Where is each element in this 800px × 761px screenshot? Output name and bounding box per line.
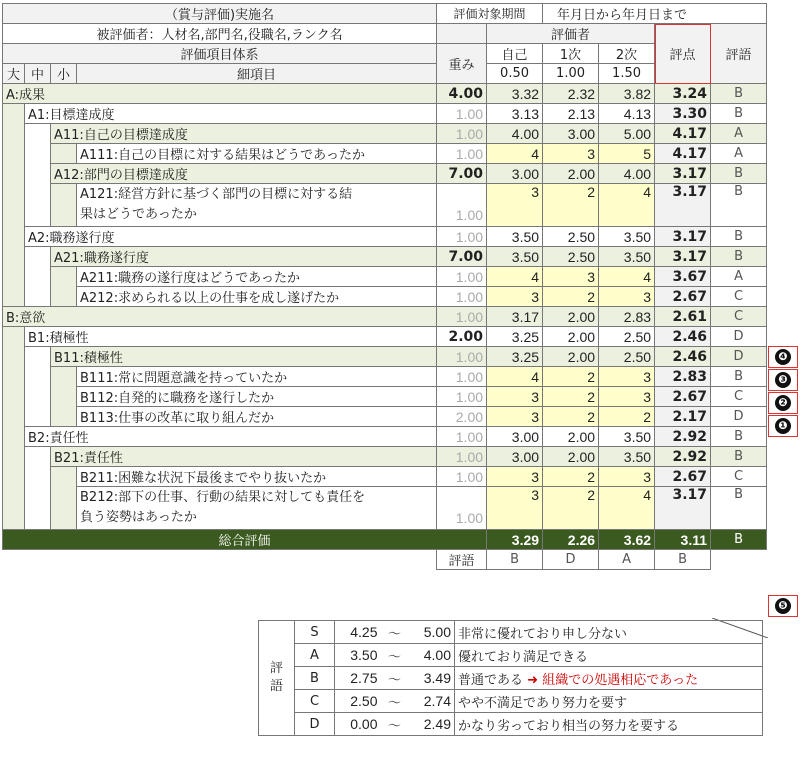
legend-desc: やや不満足であり努力を要す	[455, 690, 763, 713]
legend-from: 4.25	[335, 621, 381, 644]
legend-row	[259, 667, 763, 690]
legend-row	[259, 713, 763, 736]
indent-cell	[51, 267, 77, 307]
legend-row	[259, 644, 763, 667]
header-row-4	[3, 64, 767, 84]
legend-to: 2.74	[409, 690, 455, 713]
table-row	[3, 164, 767, 184]
total-score: 2.46	[655, 347, 711, 367]
first-score[interactable]: 2	[543, 367, 599, 387]
grade: C	[711, 287, 767, 307]
legend-desc: 優れており満足できる	[455, 644, 763, 667]
item-name-line2: 果はどうであったか	[80, 207, 197, 222]
self-score: 4.00	[487, 124, 543, 144]
first-score: 2.00	[543, 307, 599, 327]
legend-desc: かなり劣っており相当の努力を要する	[455, 713, 763, 736]
item-name: A211:職務の遂行度はどうであったか	[77, 267, 437, 287]
table-row	[3, 447, 767, 467]
total-score: 3.17	[655, 247, 711, 267]
items-system-label: 評価項目体系	[3, 44, 437, 64]
second-score[interactable]: 3	[599, 387, 655, 407]
number-3-icon: ❸	[775, 372, 791, 388]
first-score[interactable]: 2	[543, 387, 599, 407]
indent-cell	[25, 347, 51, 427]
second-header: 2次	[599, 44, 655, 64]
item-name: B21:責任性	[51, 447, 437, 467]
second-score[interactable]: 3	[599, 287, 655, 307]
item-weight: 4.00	[437, 84, 487, 104]
legend-grade: S	[295, 621, 335, 644]
legend-grade: D	[295, 713, 335, 736]
grade: C	[711, 467, 767, 487]
indent-cell	[51, 144, 77, 164]
table-row	[3, 84, 767, 104]
second-score[interactable]: 3	[599, 367, 655, 387]
total-self: 3.29	[487, 530, 543, 550]
grade: A	[711, 124, 767, 144]
item-weight: 1.00	[437, 307, 487, 327]
total-score: 4.17	[655, 124, 711, 144]
total-score: 3.67	[655, 267, 711, 287]
self-score[interactable]: 4	[487, 267, 543, 287]
total-score: 2.83	[655, 367, 711, 387]
second-score: 3.50	[599, 447, 655, 467]
grade: B	[711, 84, 767, 104]
total-score: 3.17	[655, 487, 711, 530]
grade: A	[711, 144, 767, 164]
item-weight: 1.00	[437, 287, 487, 307]
indent-cell	[3, 327, 25, 530]
total-score: 2.46	[655, 327, 711, 347]
arrow-right-icon: ➜	[527, 672, 539, 688]
total-row	[3, 530, 767, 550]
table-row	[3, 347, 767, 367]
total-score: 4.17	[655, 144, 711, 164]
table-row	[3, 367, 767, 387]
self-score[interactable]: 3	[487, 487, 543, 530]
score-header: 評点	[655, 24, 711, 84]
second-score: 3.50	[599, 227, 655, 247]
legend-from: 0.00	[335, 713, 381, 736]
self-header: 自己	[487, 44, 543, 64]
self-score[interactable]: 3	[487, 407, 543, 427]
second-score: 4.13	[599, 104, 655, 124]
second-score: 2.83	[599, 307, 655, 327]
total-score: 3.30	[655, 104, 711, 124]
legend-tilde: ～	[381, 621, 409, 644]
legend-tilde: ～	[381, 667, 409, 690]
first-score[interactable]: 2	[543, 184, 599, 227]
legend-desc: 非常に優れており申し分ない	[455, 621, 763, 644]
table-row	[3, 387, 767, 407]
number-5-icon: ❺	[775, 598, 791, 614]
first-score[interactable]: 2	[543, 287, 599, 307]
total-score: 2.61	[655, 307, 711, 327]
step-5-badge	[768, 595, 798, 617]
table-row	[3, 327, 767, 347]
grade-row-label: 評語	[437, 550, 487, 570]
legend-row	[259, 621, 763, 644]
step-1-badge	[768, 415, 798, 437]
second-score: 2.50	[599, 347, 655, 367]
second-score: 3.50	[599, 427, 655, 447]
legend-grade: C	[295, 690, 335, 713]
item-weight: 1.00	[437, 487, 487, 530]
item-weight: 2.00	[437, 327, 487, 347]
total-grade: B	[711, 530, 767, 550]
second-score: 3.50	[599, 247, 655, 267]
self-score: 3.17	[487, 307, 543, 327]
second-score: 2.50	[599, 327, 655, 347]
item-name	[77, 487, 437, 530]
evaluator-label: 評価者	[487, 24, 655, 44]
self-score[interactable]: 3	[487, 467, 543, 487]
period-value: 年月日から年月日まで	[543, 4, 767, 24]
self-score: 3.32	[487, 84, 543, 104]
item-name: A111:自己の目標に対する結果はどうであったか	[77, 144, 437, 164]
legend-to: 4.00	[409, 644, 455, 667]
self-score: 3.50	[487, 247, 543, 267]
evaluation-table	[2, 3, 767, 570]
first-score[interactable]: 2	[543, 407, 599, 427]
header-row-1	[3, 4, 767, 24]
indent-cell	[51, 184, 77, 227]
grade: C	[711, 307, 767, 327]
grade: B	[711, 367, 767, 387]
item-weight: 1.00	[437, 227, 487, 247]
grade: B	[711, 184, 767, 227]
chu-label: 中	[25, 64, 51, 84]
total-score: 3.11	[655, 530, 711, 550]
first-weight: 1.00	[543, 64, 599, 84]
item-weight: 1.00	[437, 144, 487, 164]
grade: B	[711, 227, 767, 247]
table-row	[3, 427, 767, 447]
grade: D	[711, 407, 767, 427]
item-name: A1:目標達成度	[25, 104, 437, 124]
first-score: 2.00	[543, 164, 599, 184]
legend-tilde: ～	[381, 713, 409, 736]
first-score[interactable]: 2	[543, 487, 599, 530]
first-score: 2.00	[543, 347, 599, 367]
second-grade: A	[599, 550, 655, 570]
second-score: 5.00	[599, 124, 655, 144]
self-score: 3.00	[487, 164, 543, 184]
total-score: 2.67	[655, 287, 711, 307]
table-row	[3, 184, 767, 227]
item-name-line1: B212:部下の仕事、行動の結果に対しても責任を	[80, 490, 366, 505]
period-label: 評価対象期間	[437, 4, 543, 24]
item-name: B1:積極性	[25, 327, 437, 347]
grade: B	[711, 247, 767, 267]
table-row	[3, 467, 767, 487]
number-2-icon: ❷	[775, 395, 791, 411]
legend-from: 2.50	[335, 690, 381, 713]
first-header: 1次	[543, 44, 599, 64]
table-row	[3, 487, 767, 530]
table-row	[3, 227, 767, 247]
evaluatee-info: 被評価者：人材名,部門名,役職名,ランク名	[3, 24, 437, 44]
item-name: A:成果	[3, 84, 437, 104]
table-row	[3, 287, 767, 307]
item-name-line1: A121:経営方針に基づく部門の目標に対する結	[80, 187, 353, 202]
legend-to: 2.49	[409, 713, 455, 736]
total-score: 3.24	[655, 84, 711, 104]
legend-title: 評語	[259, 621, 295, 736]
item-weight: 2.00	[437, 407, 487, 427]
weight-header: 重み	[437, 44, 487, 84]
table-row	[3, 247, 767, 267]
legend-desc	[455, 667, 763, 690]
grade: D	[711, 347, 767, 367]
self-score: 3.50	[487, 227, 543, 247]
blank	[3, 550, 437, 570]
self-score[interactable]: 3	[487, 387, 543, 407]
item-weight: 1.00	[437, 124, 487, 144]
table-row	[3, 124, 767, 144]
legend-from: 2.75	[335, 667, 381, 690]
legend-grade: B	[295, 667, 335, 690]
item-weight: 1.00	[437, 447, 487, 467]
grade: B	[711, 164, 767, 184]
step-3-badge	[768, 369, 798, 391]
item-name: B:意欲	[3, 307, 437, 327]
legend-to: 3.49	[409, 667, 455, 690]
first-grade: D	[543, 550, 599, 570]
self-score: 3.25	[487, 347, 543, 367]
indent-cell	[51, 467, 77, 530]
grade: A	[711, 267, 767, 287]
detail-label: 細項目	[77, 64, 437, 84]
grade: B	[711, 427, 767, 447]
self-score[interactable]: 3	[487, 184, 543, 227]
first-score: 2.32	[543, 84, 599, 104]
item-weight: 1.00	[437, 267, 487, 287]
item-name: B211:困難な状況下最後までやり抜いたか	[77, 467, 437, 487]
second-score[interactable]: 2	[599, 407, 655, 427]
legend-tilde: ～	[381, 690, 409, 713]
dai-label: 大	[3, 64, 25, 84]
indent-cell	[25, 124, 51, 227]
indent-cell	[51, 367, 77, 427]
item-weight: 1.00	[437, 184, 487, 227]
header-row-2	[3, 24, 767, 44]
legend-tilde: ～	[381, 644, 409, 667]
first-score: 2.50	[543, 247, 599, 267]
self-score[interactable]: 4	[487, 144, 543, 164]
self-score: 3.00	[487, 427, 543, 447]
second-score: 4.00	[599, 164, 655, 184]
legend-grade: A	[295, 644, 335, 667]
grade-header: 評語	[711, 24, 767, 84]
indent-cell	[3, 104, 25, 307]
grade: D	[711, 327, 767, 347]
item-name-line2: 負う姿勢はあったか	[80, 510, 197, 525]
header-row-3	[3, 44, 767, 64]
first-score[interactable]: 3	[543, 267, 599, 287]
total-score: 2.67	[655, 387, 711, 407]
total-score: 2.92	[655, 427, 711, 447]
grade: B	[711, 104, 767, 124]
grade: B	[711, 487, 767, 530]
first-score: 2.00	[543, 427, 599, 447]
self-score: 3.00	[487, 447, 543, 467]
header-blank	[437, 24, 487, 44]
second-weight: 1.50	[599, 64, 655, 84]
table-row	[3, 144, 767, 164]
legend-desc-text: 普通である	[458, 672, 524, 688]
grade: C	[711, 387, 767, 407]
item-name: B112:自発的に職務を遂行したか	[77, 387, 437, 407]
total-score: 3.17	[655, 227, 711, 247]
second-score[interactable]: 5	[599, 144, 655, 164]
item-weight: 7.00	[437, 164, 487, 184]
item-name: A212:求められる以上の仕事を成し遂げたか	[77, 287, 437, 307]
first-score: 3.00	[543, 124, 599, 144]
item-name: B2:責任性	[25, 427, 437, 447]
item-name: B11:積極性	[51, 347, 437, 367]
exam-title: （賞与評価)実施名	[3, 4, 437, 24]
item-weight: 1.00	[437, 467, 487, 487]
first-score: 2.00	[543, 327, 599, 347]
table-row	[3, 104, 767, 124]
step-2-badge	[768, 392, 798, 414]
second-score[interactable]: 3	[599, 467, 655, 487]
self-score: 3.25	[487, 327, 543, 347]
sho-label: 小	[51, 64, 77, 84]
item-weight: 1.00	[437, 104, 487, 124]
total-score: 2.67	[655, 467, 711, 487]
item-weight: 1.00	[437, 367, 487, 387]
first-score: 2.50	[543, 227, 599, 247]
first-score: 2.13	[543, 104, 599, 124]
indent-cell	[25, 447, 51, 530]
self-score[interactable]: 3	[487, 287, 543, 307]
table-row	[3, 407, 767, 427]
legend-row	[259, 690, 763, 713]
item-name: B111:常に問題意識を持っていたか	[77, 367, 437, 387]
table-row	[3, 307, 767, 327]
second-score[interactable]: 4	[599, 487, 655, 530]
table-row	[3, 267, 767, 287]
total-score: 2.92	[655, 447, 711, 467]
grade-row	[3, 550, 767, 570]
first-score: 2.00	[543, 447, 599, 467]
total-score: 3.17	[655, 164, 711, 184]
item-name: A2:職務遂行度	[25, 227, 437, 247]
indent-cell	[25, 247, 51, 307]
grade: B	[711, 447, 767, 467]
self-score: 3.13	[487, 104, 543, 124]
second-score[interactable]: 4	[599, 184, 655, 227]
total-second: 3.62	[599, 530, 655, 550]
self-grade: B	[487, 550, 543, 570]
first-score[interactable]: 2	[543, 467, 599, 487]
grade-legend	[258, 620, 763, 736]
item-name: A12:部門の目標達成度	[51, 164, 437, 184]
blank	[711, 550, 767, 570]
self-score[interactable]: 4	[487, 367, 543, 387]
step-4-badge	[768, 346, 798, 368]
item-name: B113:仕事の改革に取り組んだか	[77, 407, 437, 427]
number-4-icon: ❹	[775, 349, 791, 365]
total-score: 3.17	[655, 184, 711, 227]
item-name	[77, 184, 437, 227]
second-score[interactable]: 4	[599, 267, 655, 287]
self-weight: 0.50	[487, 64, 543, 84]
legend-note: 組織での処遇相応であった	[542, 672, 699, 688]
item-name: A21:職務遂行度	[51, 247, 437, 267]
item-weight: 1.00	[437, 427, 487, 447]
first-score[interactable]: 3	[543, 144, 599, 164]
total-score: 2.17	[655, 407, 711, 427]
total-label: 総合評価	[3, 530, 487, 550]
item-weight: 7.00	[437, 247, 487, 267]
item-weight: 1.00	[437, 387, 487, 407]
legend-to: 5.00	[409, 621, 455, 644]
second-score: 3.82	[599, 84, 655, 104]
score-grade: B	[655, 550, 711, 570]
number-1-icon: ❶	[775, 418, 791, 434]
total-first: 2.26	[543, 530, 599, 550]
legend-from: 3.50	[335, 644, 381, 667]
item-weight: 1.00	[437, 347, 487, 367]
item-name: A11:自己の目標達成度	[51, 124, 437, 144]
